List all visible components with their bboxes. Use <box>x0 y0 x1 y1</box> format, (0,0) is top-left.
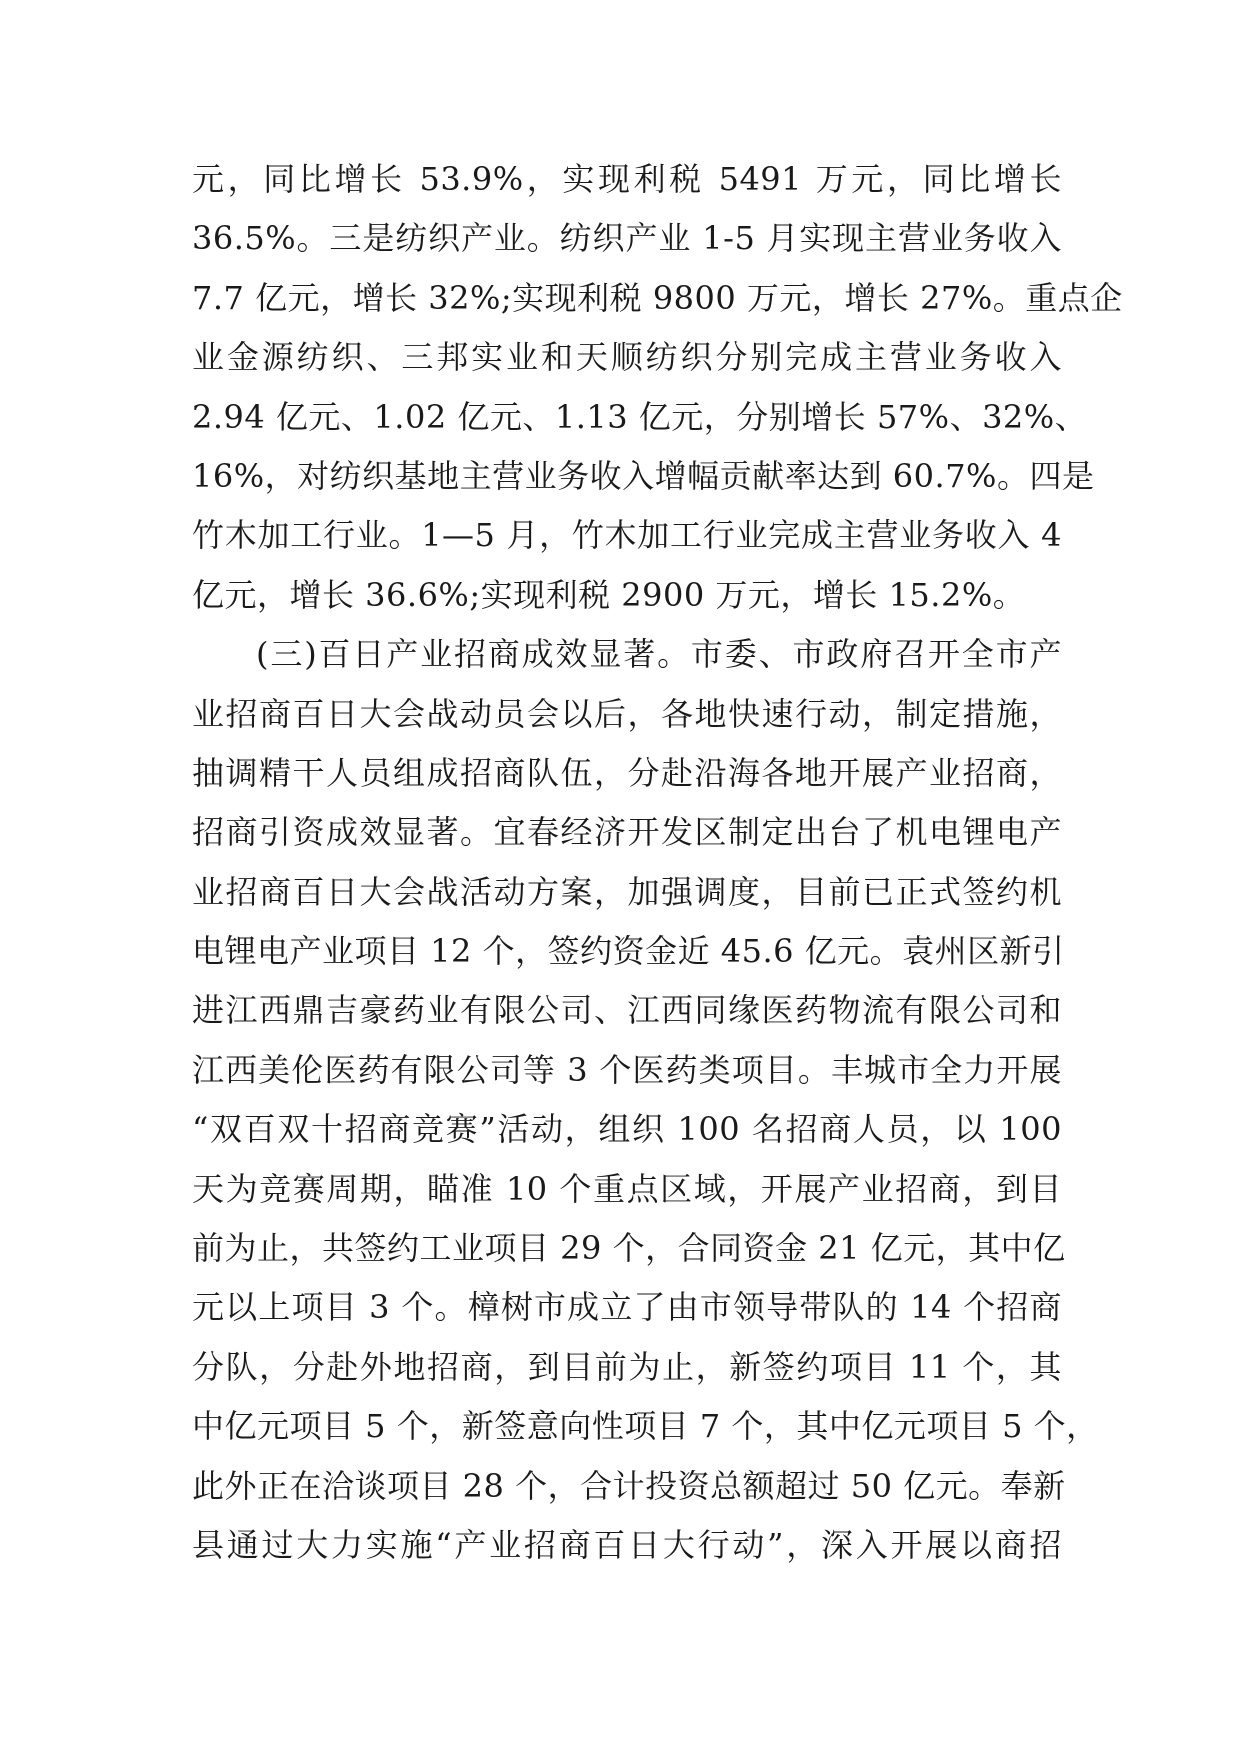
text-line: 16%，对纺织基地主营业务收入增幅贡献率达到 60.7%。四是 <box>192 456 1095 495</box>
text-line: 进江西鼎吉豪药业有限公司、江西同缘医药物流有限公司和 <box>192 991 1062 1030</box>
text-line: 业招商百日大会战活动方案，加强调度，目前已正式签约机 <box>192 872 1062 911</box>
text-line: 业招商百日大会战动员会以后，各地快速行动，制定措施， <box>192 694 1062 733</box>
text-line: 县通过大力实施“产业招商百日大行动”，深入开展以商招 <box>192 1525 1062 1564</box>
text-line: 36.5%。三是纺织产业。纺织产业 1-5 月实现主营业务收入 <box>192 219 1062 258</box>
text-line: 元以上项目 3 个。樟树市成立了由市领导带队的 14 个招商 <box>192 1288 1062 1327</box>
text-line: 前为止，共签约工业项目 29 个，合同资金 21 亿元，其中亿 <box>192 1229 1066 1268</box>
text-line: 电锂电产业项目 12 个，签约资金近 45.6 亿元。袁州区新引 <box>192 932 1065 971</box>
text-line: 亿元，增长 36.6%;实现利税 2900 万元，增长 15.2%。 <box>192 575 1026 614</box>
paragraph-heading-line: (三)百日产业招商成效显著。市委、市政府召开全市产 <box>256 635 1062 674</box>
text-line: 抽调精干人员组成招商队伍，分赴沿海各地开展产业招商， <box>192 753 1062 792</box>
text-line: 天为竞赛周期，瞄准 10 个重点区域，开展产业招商，到目 <box>192 1169 1062 1208</box>
text-line: 分队，分赴外地招商，到目前为止，新签约项目 11 个，其 <box>192 1347 1062 1386</box>
text-line: 业金源纺织、三邦实业和天顺纺织分别完成主营业务收入 <box>192 338 1062 377</box>
text-line: 元，同比增长 53.9%，实现利税 5491 万元，同比增长 <box>192 160 1062 198</box>
text-line: 江西美伦医药有限公司等 3 个医药类项目。丰城市全力开展 <box>192 1050 1062 1089</box>
body-text <box>192 150 1123 1575</box>
text-line: 中亿元项目 5 个，新签意向性项目 7 个，其中亿元项目 5 个， <box>192 1407 1099 1446</box>
text-line: 竹木加工行业。1—5 月，竹木加工行业完成主营业务收入 4 <box>192 516 1062 555</box>
text-line: “双百双十招商竞赛”活动，组织 100 名招商人员，以 100 <box>192 1110 1062 1149</box>
text-line: 2.94 亿元、1.02 亿元、1.13 亿元，分别增长 57%、32%、 <box>192 397 1088 436</box>
text-line: 此外正在洽谈项目 28 个，合计投资总额超过 50 亿元。奉新 <box>192 1466 1066 1505</box>
text-line: 招商引资成效显著。宜春经济开发区制定出台了机电锂电产 <box>192 813 1062 852</box>
text-line: 7.7 亿元，增长 32%;实现利税 9800 万元，增长 27%。重点企 <box>192 278 1123 317</box>
